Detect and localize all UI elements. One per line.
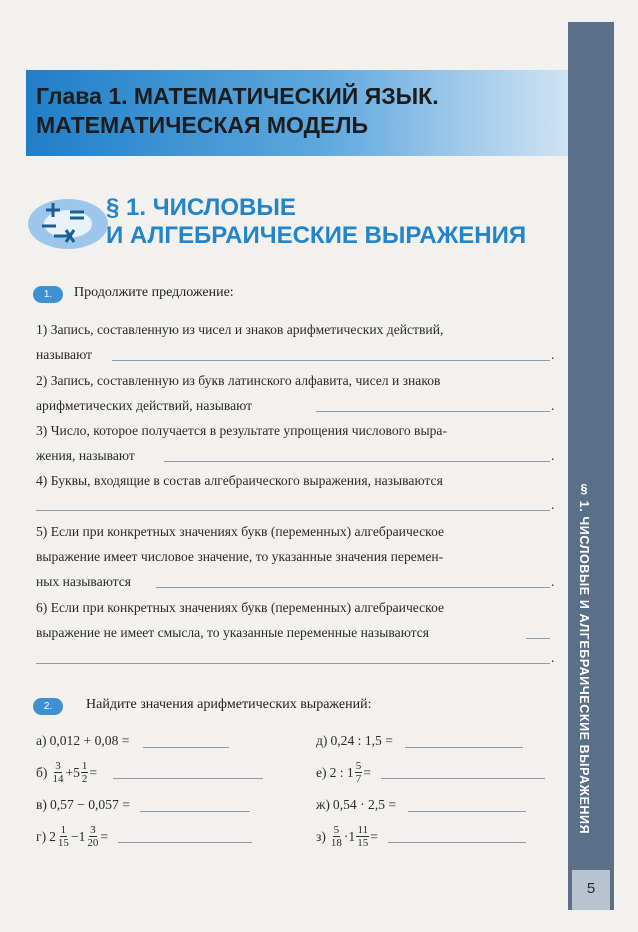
task-1-line: 3) Число, которое получается в результате упрощения числового выра-: [36, 423, 447, 438]
task-1-instruction: Продолжите предложение:: [74, 285, 234, 300]
sidebar-section-label: § 1. ЧИСЛОВЫЕ И АЛГЕБРАИЧЕСКИЕ ВЫРАЖЕНИЯ: [577, 482, 591, 835]
operator: −1: [70, 828, 86, 844]
item-label: е): [316, 764, 327, 780]
whole-part: 2: [49, 828, 56, 844]
task-1-line: 2) Запись, составленную из букв латинского алфавита, чисел и знаков: [36, 373, 441, 388]
task-1-badge: 1.: [33, 286, 63, 303]
expression-e: [316, 760, 545, 785]
operator: +5: [65, 764, 80, 780]
expression-text: 0,012 + 0,08 =: [49, 733, 130, 748]
period: .: [551, 650, 555, 665]
expression-g: [36, 824, 252, 849]
item-label: а): [36, 733, 47, 748]
fraction: $\frac{11}{15}$: [357, 824, 369, 849]
equals: =: [100, 828, 109, 844]
task-1-line: выражение имеет числовое значение, то указанные значения перемен-: [36, 549, 444, 564]
task-1-line: называют: [36, 347, 93, 362]
task-1-line: 1) Запись, составленную из чисел и знаков арифметических действий,: [36, 322, 444, 337]
answer-field[interactable]: [526, 638, 550, 639]
fraction: $\frac{3}{14}$: [52, 760, 64, 785]
expression-zh: [316, 797, 526, 813]
task-1-line: арифметических действий, называют: [36, 398, 253, 413]
answer-field[interactable]: [156, 587, 550, 588]
answer-field[interactable]: [140, 799, 250, 812]
sidebar-strip: [568, 22, 614, 910]
period: .: [551, 448, 555, 463]
answer-field[interactable]: [36, 510, 550, 511]
answer-field[interactable]: [408, 799, 526, 812]
answer-field[interactable]: [164, 461, 550, 462]
expression-z: [316, 824, 526, 849]
section-title: § 1. ЧИСЛОВЫЕ И АЛГЕБРАИЧЕСКИЕ ВЫРАЖЕНИЯ: [106, 194, 527, 249]
item-label: в): [36, 797, 47, 812]
answer-field[interactable]: [316, 411, 550, 412]
answer-field[interactable]: [388, 830, 526, 843]
item-label: з): [316, 828, 326, 844]
operator: ·1: [343, 828, 356, 844]
fraction: $\frac{1}{2}$: [81, 760, 88, 785]
expression-d: [316, 733, 523, 749]
period: .: [551, 398, 555, 413]
expression-text: 2 : 1: [329, 764, 354, 780]
answer-field[interactable]: [36, 663, 550, 664]
task-1-line: 5) Если при конкретных значениях букв (переменных) алгебраическое: [36, 524, 445, 539]
item-label: г): [36, 828, 47, 844]
period: .: [551, 347, 555, 362]
task-1-line: 4) Буквы, входящие в состав алгебраического выражения, называются: [36, 473, 443, 488]
fraction: $\frac{5}{7}$: [355, 760, 362, 785]
fraction: $\frac{3}{20}$: [87, 824, 99, 849]
equals: =: [363, 764, 371, 780]
math-signs-icon: [26, 190, 114, 252]
expression-text: 0,57 − 0,057 =: [49, 797, 130, 812]
page-number-box: [572, 870, 610, 910]
answer-field[interactable]: [112, 360, 550, 361]
task-1-line: ных называются: [36, 574, 132, 589]
equals: =: [370, 828, 378, 844]
task-2-instruction: Найдите значения арифметических выражений:: [86, 697, 372, 712]
fraction: $\frac{5}{18}$: [330, 824, 342, 849]
task-2-badge: 2.: [33, 698, 63, 715]
item-label: б): [36, 764, 48, 780]
answer-field[interactable]: [381, 766, 545, 779]
chapter-title: Глава 1. МАТЕМАТИЧЕСКИЙ ЯЗЫК. МАТЕМАТИЧЕСКАЯ МОДЕЛЬ: [36, 83, 439, 138]
task-1-line: выражение не имеет смысла, то указанные переменные называются: [36, 625, 430, 640]
period: .: [551, 497, 555, 512]
task-1-line: жения, называют: [36, 448, 135, 463]
answer-field[interactable]: [405, 735, 523, 748]
expression-a: [36, 733, 229, 749]
answer-field[interactable]: [113, 766, 263, 779]
expression-v: [36, 797, 250, 813]
expression-text: 0,24 : 1,5 =: [330, 733, 393, 748]
expression-text: 0,54 · 2,5 =: [332, 797, 397, 812]
task-1-line: 6) Если при конкретных значениях букв (переменных) алгебраическое: [36, 600, 445, 615]
item-label: ж): [316, 797, 330, 812]
equals: =: [89, 764, 98, 780]
period: .: [551, 574, 555, 589]
answer-field[interactable]: [143, 735, 229, 748]
fraction: $\frac{1}{15}$: [57, 824, 69, 849]
page-number: 5: [586, 880, 596, 897]
item-label: д): [316, 733, 328, 748]
answer-field[interactable]: [118, 830, 252, 843]
expression-b: [36, 760, 263, 785]
